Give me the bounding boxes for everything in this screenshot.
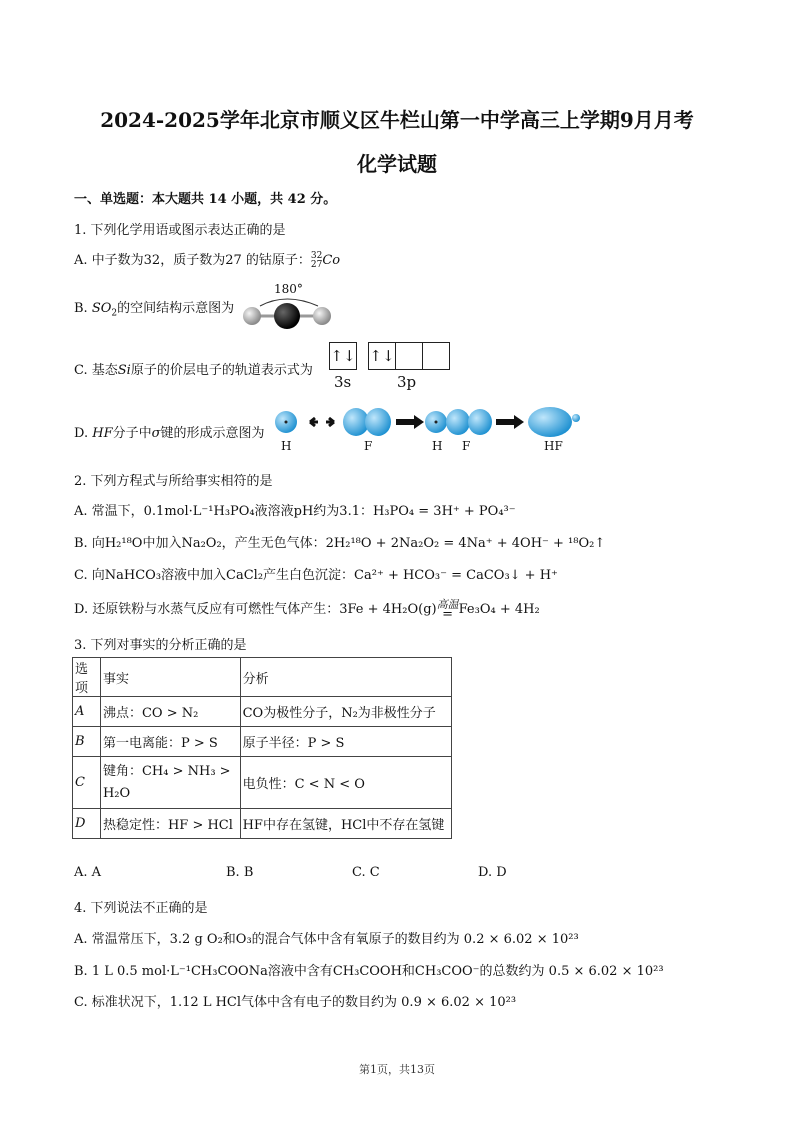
- section-header: 一、单选题：本大题共 14 小题，共 42 分。: [74, 192, 337, 207]
- table-header-row: [73, 658, 452, 697]
- q3-option-d: D. D: [478, 865, 507, 880]
- so2-linear-model-image: [238, 290, 338, 334]
- table-header: 事实: [100, 658, 240, 697]
- orbital-3p-box-2: [395, 342, 423, 370]
- q2-option-d-pre: D. 还原铁粉与水蒸气反应有可燃性气体产生：3Fe + 4H₂O(g): [74, 602, 437, 617]
- oxygen-atom-left: [243, 307, 261, 325]
- q1-element-symbol: Co: [322, 253, 341, 268]
- table-header: 分析: [240, 658, 451, 697]
- q1-option-b: [74, 297, 234, 319]
- table-cell: 电负性：C < N < O: [240, 757, 451, 809]
- q1-option-c: [74, 359, 313, 378]
- q1-option-d-hf: HF: [92, 426, 113, 441]
- hf-label-h1: H: [281, 439, 292, 453]
- hf-label-f1: F: [364, 439, 373, 453]
- table-cell: 键角：CH₄ > NH₃ > H₂O: [100, 757, 240, 809]
- q3-stem: 3. 下列对事实的分析正确的是: [74, 638, 247, 653]
- q1-option-c-si: Si: [117, 363, 131, 378]
- q1-b-angle-label: 180°: [274, 282, 303, 296]
- h-nucleus-2: [435, 421, 438, 424]
- table-row: [73, 809, 452, 839]
- table-row: [73, 757, 452, 809]
- arrow-right-icon: [326, 418, 334, 426]
- q2-option-a: A. 常温下，0.1mol·L⁻¹H₃PO₄液溶液pH约为3.1：H₃PO₄ = 3H⁺ + PO₄³⁻: [74, 504, 516, 519]
- q2-option-d: [74, 598, 540, 620]
- table-cell: CO为极性分子，N₂为非极性分子: [240, 697, 451, 727]
- orbital-3p-label: 3p: [397, 373, 417, 391]
- hf-sigma-bond-formation-image: [272, 404, 588, 442]
- q1-atomic-number: 27: [310, 259, 323, 270]
- q1-option-c-label: C. 基态: [74, 363, 118, 378]
- table-cell: 热稳定性：HF > HCl: [100, 809, 240, 839]
- hf-label-hf: HF: [544, 439, 563, 453]
- f-p-orbital-lobe-right: [365, 408, 391, 436]
- q4-option-b: B. 1 L 0.5 mol·L⁻¹CH₃COONa溶液中含有CH₃COOH和CH₃COO⁻的总数约为 0.5 × 6.02 × 10²³: [74, 964, 664, 979]
- page-title: 2024-2025学年北京市顺义区牛栏山第一中学高三上学期9月月考: [100, 108, 694, 132]
- oxygen-atom-right: [313, 307, 331, 325]
- table-cell: 沸点：CO > N₂: [100, 697, 240, 727]
- table-row: [73, 697, 452, 727]
- q4-option-c: C. 标准状况下，1.12 L HCl气体中含有电子的数目约为 0.9 × 6.02 × 10²³: [74, 995, 517, 1010]
- q3-option-a: A. A: [74, 865, 102, 880]
- table-cell: B: [73, 727, 101, 757]
- q3-option-b: B. B: [226, 865, 254, 880]
- h-nucleus: [285, 421, 288, 424]
- q1-option-a: [74, 249, 340, 270]
- q2-option-c: C. 向NaHCO₃溶液中加入CaCl₂产生白色沉淀：Ca²⁺ + HCO₃⁻ = CaCO₃↓ + H⁺: [74, 568, 558, 583]
- arrow-head-icon-2: [514, 415, 524, 429]
- orbital-3p-box-1: ↑↓: [368, 342, 396, 370]
- f-lobe-overlap-left: [446, 409, 470, 435]
- q4-option-a: A. 常温常压下，3.2 g O₂和O₃的混合气体中含有氧原子的数目约为 0.2 × 6.02 × 10²³: [74, 932, 579, 947]
- q1-option-b-text: 的空间结构示意图为: [117, 301, 235, 316]
- q1-option-b-formula-sub: 2: [111, 308, 118, 319]
- orbital-3s-box: ↑↓: [329, 342, 357, 370]
- q1-option-a-text: A. 中子数为32，质子数为27 的钴原子：: [74, 253, 311, 268]
- table-cell: D: [73, 809, 101, 839]
- table-cell: 第一电离能：P > S: [100, 727, 240, 757]
- q1-option-b-label: B.: [74, 301, 92, 316]
- table-row: [73, 727, 452, 757]
- table-cell: 原子半径：P > S: [240, 727, 451, 757]
- arrow-left-icon: [310, 418, 318, 426]
- q4-stem: 4. 下列说法不正确的是: [74, 901, 208, 916]
- q2-option-d-equals: =: [442, 606, 454, 622]
- orbital-3p-box-3: [422, 342, 450, 370]
- hf-label-h2: H: [432, 439, 443, 453]
- f-lobe-overlap-right: [468, 409, 492, 435]
- table-cell: C: [73, 757, 101, 809]
- table-header: 选项: [73, 658, 101, 697]
- q1-option-d: [74, 422, 265, 441]
- hf-label-f2: F: [462, 439, 471, 453]
- arrow-head-icon: [414, 415, 424, 429]
- q2-stem: 2. 下列方程式与所给事实相符的是: [74, 474, 273, 489]
- q1-stem: 1. 下列化学用语或图示表达正确的是: [74, 223, 286, 238]
- q1-option-d-text: 键的形成示意图为: [160, 426, 265, 441]
- q2-option-b: B. 向H₂¹⁸O中加入Na₂O₂，产生无色气体：2H₂¹⁸O + 2Na₂O₂ = 4Na⁺ + 4OH⁻ + ¹⁸O₂↑: [74, 536, 606, 551]
- page-footer: 第1页，共13页: [359, 1063, 435, 1076]
- q1-option-b-formula: SO: [91, 301, 112, 316]
- orbital-3s-label: 3s: [334, 373, 352, 391]
- sulfur-atom: [274, 303, 300, 329]
- page-subtitle: 化学试题: [357, 152, 437, 176]
- q3-table: [72, 657, 452, 839]
- q3-option-c: C. C: [352, 865, 380, 880]
- q1-mass-number: 32: [310, 250, 323, 261]
- q2-option-d-post: Fe₃O₄ + 4H₂: [458, 602, 540, 617]
- q1-option-d-sigma: σ: [151, 426, 161, 441]
- q1-option-c-text: 原子的价层电子的轨道表示式为: [130, 363, 313, 378]
- hf-small-lobe: [572, 414, 580, 422]
- table-cell: HF中存在氢键，HCl中不存在氢键: [240, 809, 451, 839]
- q2-option-d-condition: 高温: [436, 597, 459, 611]
- hf-molecular-orbital: [528, 407, 572, 437]
- q1-option-d-text-mid: 分子中: [112, 426, 152, 441]
- q1-option-d-label: D.: [74, 426, 93, 441]
- table-cell: A: [73, 697, 101, 727]
